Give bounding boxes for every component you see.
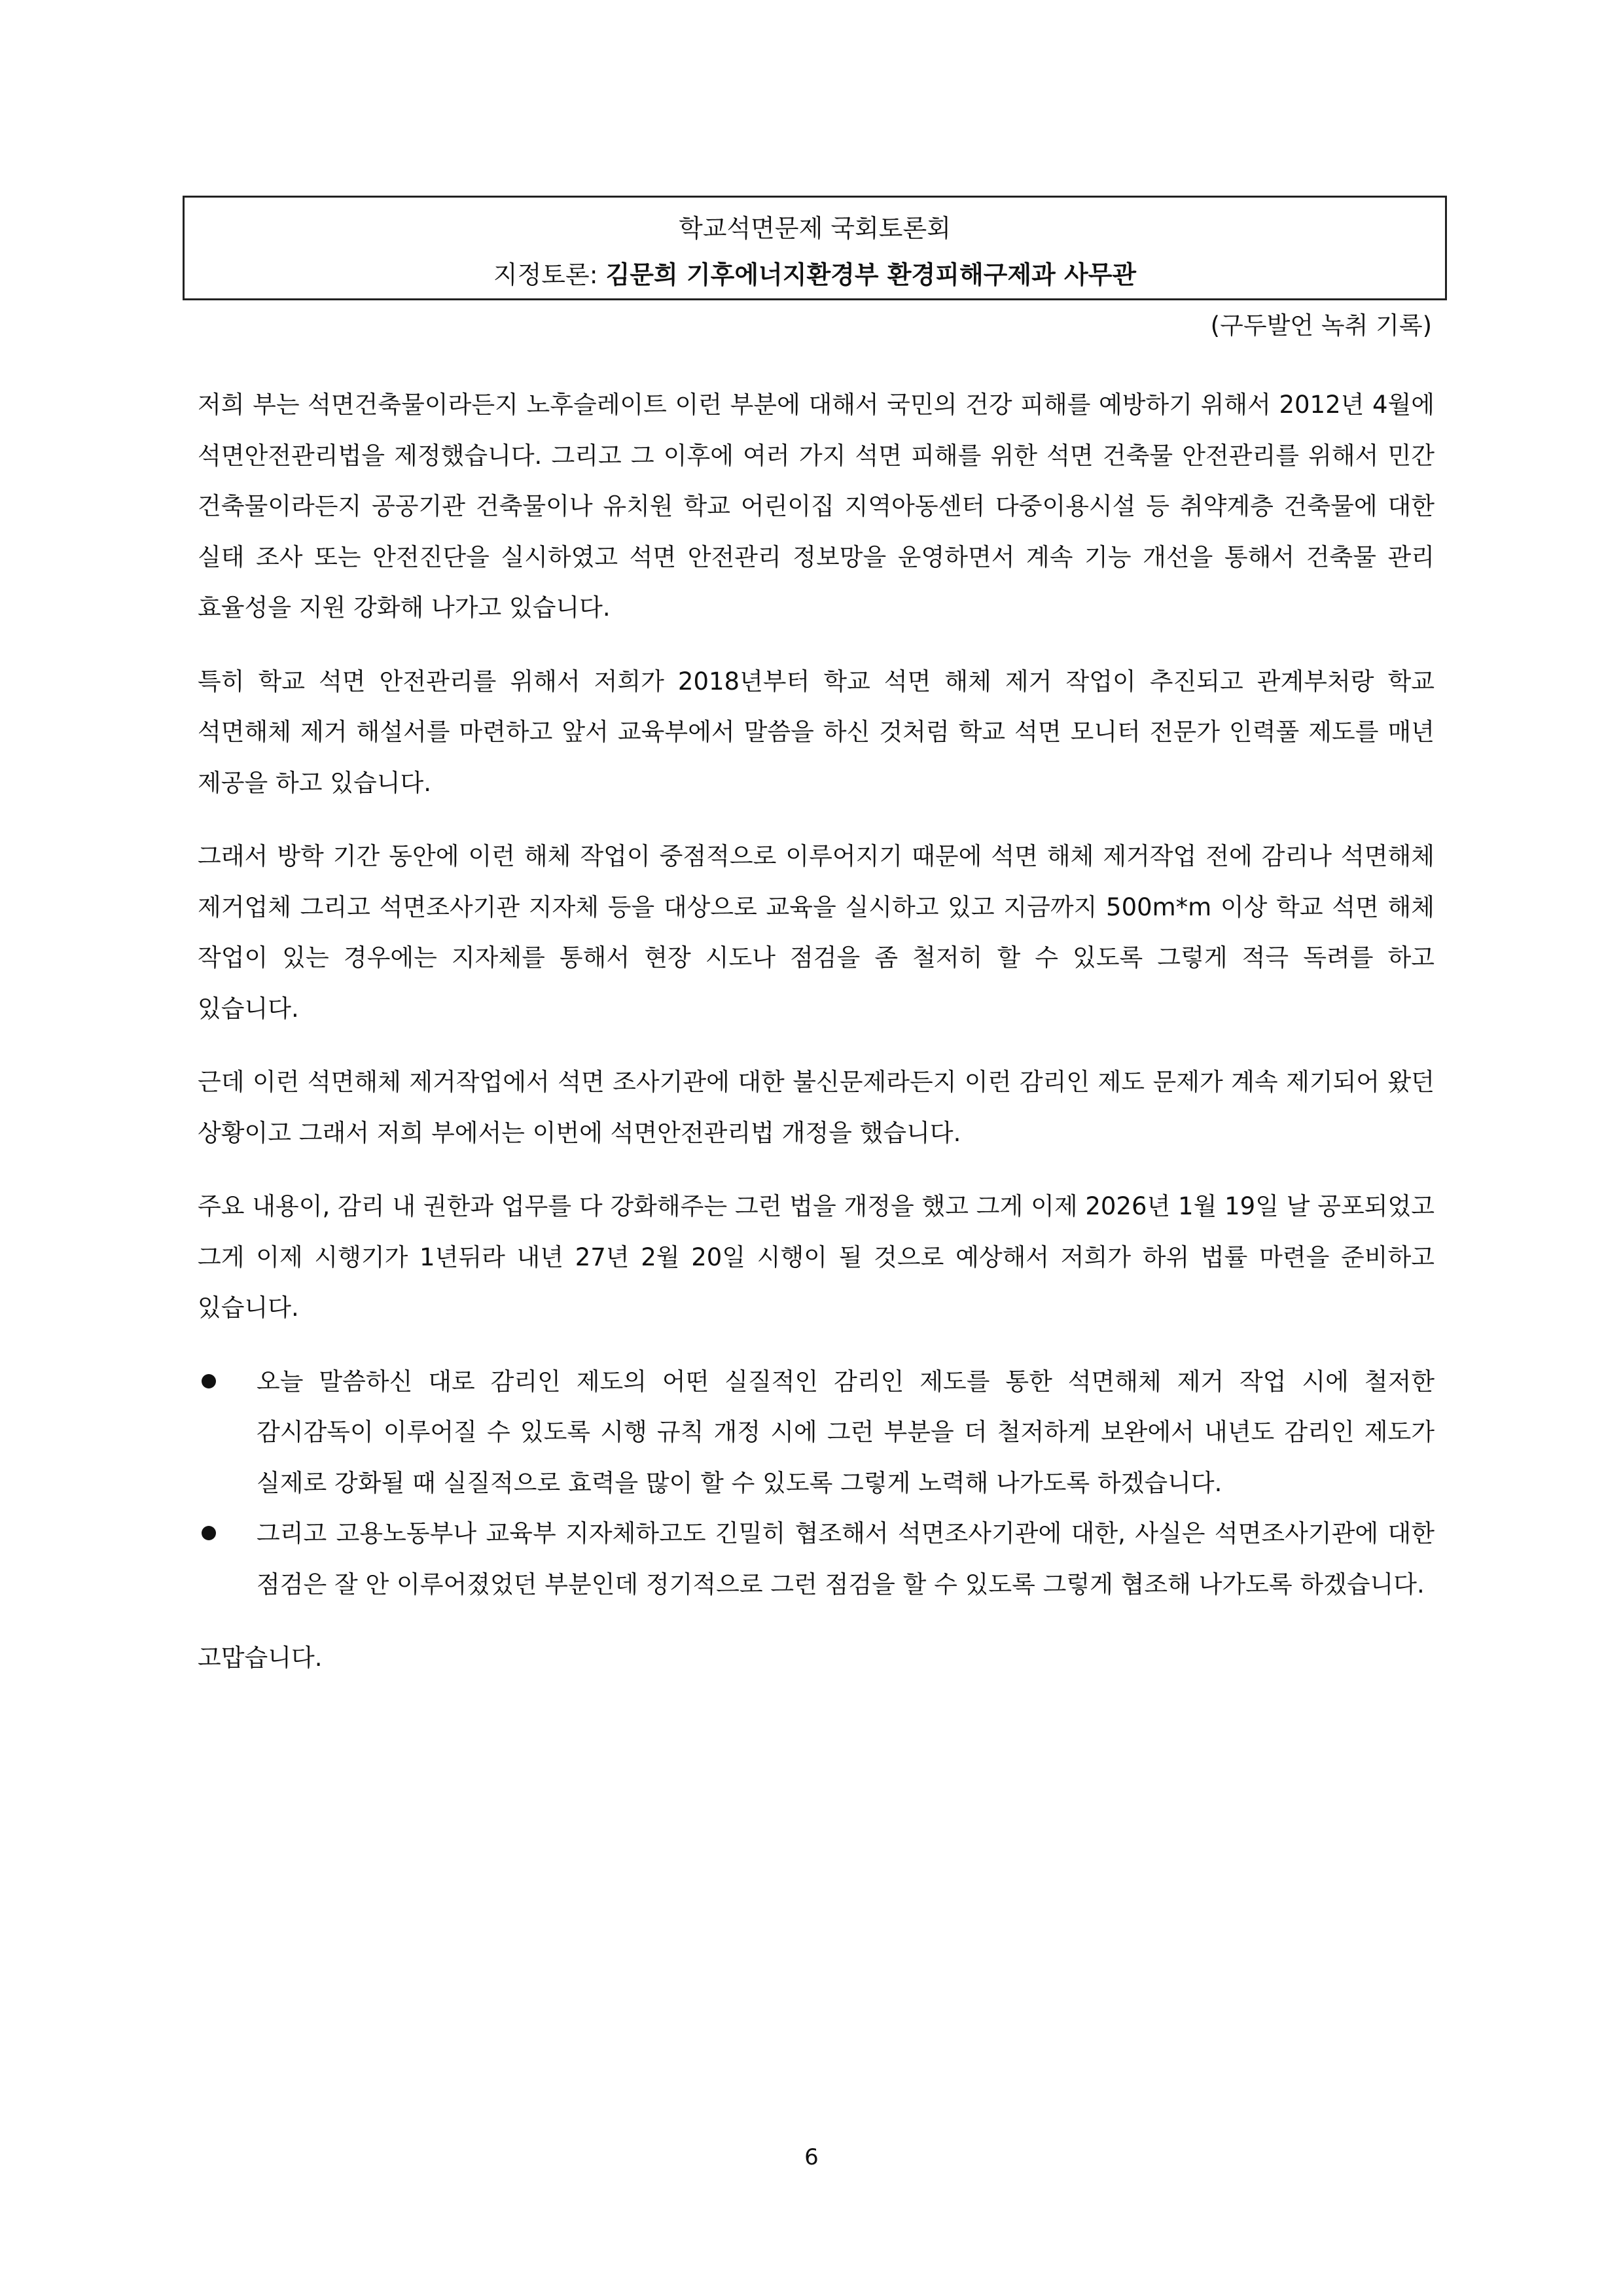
speaker-name: 김문희 기후에너지환경부 환경피해구제과 사무관 bbox=[605, 260, 1137, 289]
bullet-item-1 bbox=[198, 1356, 1435, 1509]
bullet-item-2 bbox=[198, 1508, 1435, 1610]
paragraph-5: 주요 내용이, 감리 내 권한과 업무를 다 강화해주는 그런 법을 개정을 했고 그게 이제 2026년 1월 19일 날 공포되었고 그게 이제 시행기가 1년뒤라 내년 27년 2월 20일 시행이 될 것으로 예상해서 저희가 하위 법률 마련을 준비하고 있습니다. bbox=[198, 1192, 1435, 1322]
paragraph-1: 저희 부는 석면건축물이라든지 노후슬레이트 이런 부분에 대해서 국민의 건강 피해를 예방하기 위해서 2012년 4월에 석면안전관리법을 제정했습니다. 그리고 그 이후에 여러 가지 석면 피해를 위한 석면 건축물 안전관리를 위해서 민간 건축물이라든지 공공기관 건축물이나 유치원 학교 어린이집 지역아동센터 다중이용시설 등 취약계층 건축물에 대한 실태 조사 또는 안전진단을 실시하였고 석면 안전관리 정보망을 운영하면서 계속 기능 개선을 통해서 건축물 관리 효율성을 지원 강화해 나가고 있습니다. bbox=[198, 391, 1435, 622]
title-box bbox=[183, 196, 1447, 300]
closing-remark: 고맙습니다. bbox=[198, 1644, 323, 1672]
paragraph-4: 근데 이런 석면해체 제거작업에서 석면 조사기관에 대한 불신문제라든지 이런 감리인 제도 문제가 계속 제기되어 왔던 상황이고 그래서 저희 부에서는 이번에 석면안전관리법 개정을 했습니다. bbox=[198, 1068, 1435, 1147]
bullet-text-2: 그리고 고용노동부나 교육부 지자체하고도 긴밀히 협조해서 석면조사기관에 대한, 사실은 석면조사기관에 대한 점검은 잘 안 이루어졌었던 부분인데 정기적으로 그런 점검을 할 수 있도록 그렇게 협조해 나가도록 하겠습니다. bbox=[257, 1519, 1435, 1598]
event-title: 학교석면문제 국회토론회 bbox=[679, 214, 951, 243]
bullet-list bbox=[198, 1356, 1435, 1610]
document-body bbox=[198, 380, 1435, 1684]
paragraph-2: 특히 학교 석면 안전관리를 위해서 저희가 2018년부터 학교 석면 해체 제거 작업이 추진되고 관계부처랑 학교 석면해체 제거 해설서를 마련하고 앞서 교육부에서 말씀을 하신 것처럼 학교 석면 모니터 전문가 인력풀 제도를 매년 제공을 하고 있습니다. bbox=[198, 667, 1435, 797]
bullet-dot-icon bbox=[202, 1526, 216, 1540]
speaker-prefix: 지정토론: bbox=[493, 260, 606, 289]
bullet-text-1: 오늘 말씀하신 대로 감리인 제도의 어떤 실질적인 감리인 제도를 통한 석면해체 제거 작업 시에 철저한 감시감독이 이루어질 수 있도록 시행 규칙 개정 시에 그런 부분을 더 철저하게 보완에서 내년도 감리인 제도가 실제로 강화될 때 실질적으로 효력을 많이 할 수 있도록 그렇게 노력해 나가도록 하겠습니다. bbox=[257, 1367, 1435, 1497]
speaker-line bbox=[185, 258, 1445, 291]
transcript-note: (구두발언 녹취 기록) bbox=[1210, 311, 1432, 340]
bullet-dot-icon bbox=[202, 1374, 216, 1388]
paragraph-3: 그래서 방학 기간 동안에 이런 해체 작업이 중점적으로 이루어지기 때문에 석면 해체 제거작업 전에 감리나 석면해체 제거업체 그리고 석면조사기관 지자체 등을 대상으로 교육을 실시하고 있고 지금까지 500m*m 이상 학교 석면 해체 작업이 있는 경우에는 지자체를 통해서 현장 시도나 점검을 좀 철저히 할 수 있도록 그렇게 적극 독려를 하고 있습니다. bbox=[198, 842, 1435, 1023]
page-number: 6 bbox=[804, 2144, 819, 2170]
